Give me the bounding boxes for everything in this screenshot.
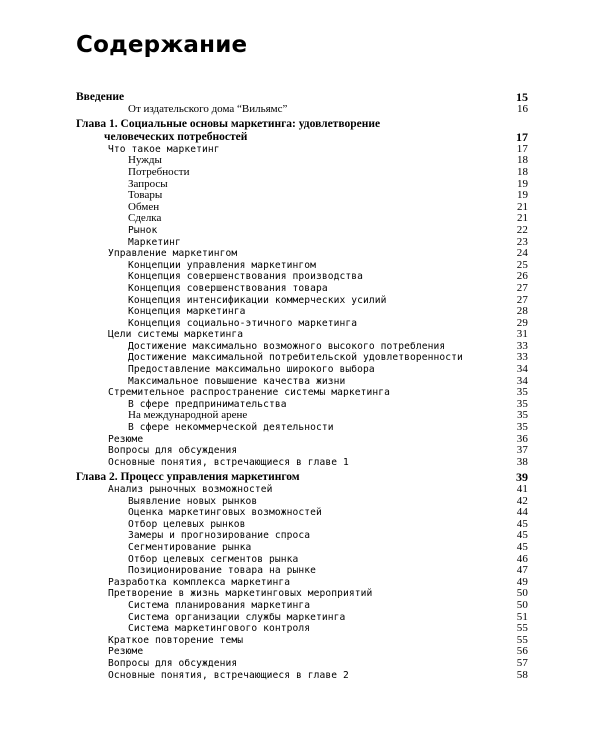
toc-entry-title: Концепция маркетинга — [128, 306, 246, 318]
toc-entry — [76, 542, 528, 554]
toc-entry-title: Маркетинг — [128, 236, 181, 248]
toc-entry — [76, 387, 528, 399]
toc-entry-title: Система маркетингового контроля — [128, 623, 311, 635]
page-title: Содержание — [76, 32, 248, 58]
toc-entry-page: 50 — [516, 587, 528, 600]
toc-entry-title: От издательского дома “Вильямс” — [128, 102, 288, 115]
toc-entry — [76, 167, 528, 179]
toc-entry-title: Достижение максимальной потребительской удовлетворенности — [128, 352, 463, 364]
toc-entry-title: Рынок — [128, 224, 158, 236]
toc-entry-page: 19 — [517, 177, 528, 190]
toc-entry-title: Основные понятия, встречающиеся в главе 1 — [108, 456, 349, 468]
toc-entry-title: Сегментирование рынка — [128, 541, 252, 553]
toc-entry — [76, 554, 528, 566]
toc-entry-title: Вопросы для обсуждения — [108, 657, 238, 669]
toc-entry — [76, 670, 528, 682]
toc-entry — [76, 225, 528, 237]
toc-entry — [76, 472, 528, 484]
toc-entry — [76, 530, 528, 542]
toc-entry-page: 45 — [516, 529, 528, 542]
toc-entry-title: Концепция совершенствования товара — [128, 282, 328, 294]
toc-entry — [76, 410, 528, 422]
toc-entry-title: Максимальное повышение качества жизни — [128, 375, 346, 387]
toc-entry-title: Потребности — [128, 165, 190, 178]
toc-entry — [76, 248, 528, 260]
table-of-contents — [76, 92, 528, 681]
toc-entry-title: Предоставление максимально широкого выбора — [128, 364, 375, 376]
toc-entry-page: 21 — [517, 212, 528, 225]
toc-entry-page: 37 — [516, 444, 528, 457]
toc-entry-page: 46 — [516, 552, 528, 565]
toc-entry-title: Анализ рыночных возможностей — [108, 484, 273, 495]
toc-entry — [76, 237, 528, 249]
toc-entry — [76, 352, 528, 364]
toc-entry-title: В сфере некоммерческой деятельности — [128, 422, 334, 434]
toc-entry-page: 17 — [516, 142, 528, 155]
toc-entry-page: 34 — [516, 363, 528, 376]
toc-entry-title: Резюме — [108, 433, 144, 445]
toc-entry-title: Концепция интенсификации коммерческих усилий — [128, 294, 387, 306]
toc-entry-title: Отбор целевых рынков — [128, 518, 246, 530]
toc-entry-title: Концепции управления маркетингом — [128, 259, 317, 271]
toc-entry-page: 19 — [517, 189, 528, 202]
toc-entry — [76, 588, 528, 600]
toc-entry-title: Стремительное распространение системы маркетинга — [108, 387, 391, 399]
toc-entry — [76, 612, 528, 624]
toc-entry — [76, 364, 528, 376]
toc-entry — [76, 341, 528, 353]
toc-entry-page: 29 — [516, 316, 528, 329]
toc-entry-title: Концепция совершенствования производства — [128, 271, 364, 283]
toc-entry-page: 18 — [517, 165, 528, 178]
toc-entry-page: 35 — [516, 397, 528, 410]
toc-entry-page: 58 — [516, 668, 528, 681]
toc-entry-page: 39 — [516, 470, 528, 485]
toc-entry-title: Достижение максимально возможного высокого потребления — [128, 340, 446, 352]
toc-entry — [76, 457, 528, 469]
toc-entry-page: 17 — [516, 129, 528, 144]
toc-entry — [76, 434, 528, 446]
toc-entry-page: 55 — [516, 633, 528, 646]
toc-entry — [76, 131, 528, 144]
toc-entry-title: Цели системы маркетинга — [108, 329, 244, 341]
toc-entry-title: Вопросы для обсуждения — [108, 445, 238, 457]
toc-entry — [76, 329, 528, 341]
toc-entry-title: На международной арене — [128, 409, 248, 422]
toc-entry-page: 57 — [516, 656, 528, 669]
toc-entry-title: человеческих потребностей — [104, 130, 248, 143]
toc-entry-title: Претворение в жизнь маркетинговых мероприятий — [108, 588, 373, 600]
toc-entry-page: 44 — [516, 506, 528, 519]
toc-entry-title: Основные понятия, встречающиеся в главе 2 — [108, 669, 349, 681]
toc-entry-page: 56 — [516, 645, 528, 658]
toc-entry-page: 27 — [516, 293, 528, 306]
toc-entry-page: 45 — [516, 540, 528, 553]
toc-entry-title: Товары — [128, 189, 163, 202]
toc-entry-page: 33 — [516, 351, 528, 364]
toc-entry-title: Концепция социально-этичного маркетинга — [128, 317, 358, 329]
toc-entry — [76, 422, 528, 434]
toc-entry-page: 35 — [516, 421, 528, 434]
toc-entry-title: Выявление новых рынков — [128, 495, 258, 507]
toc-entry — [76, 306, 528, 318]
toc-entry-title: Что такое маркетинг — [108, 143, 220, 155]
toc-entry-title: Управление маркетингом — [108, 248, 238, 260]
toc-entry — [76, 445, 528, 457]
toc-entry-title: Глава 1. Социальные основы маркетинга: удовлетворение — [76, 118, 381, 131]
toc-entry — [76, 496, 528, 508]
toc-entry — [76, 119, 528, 131]
toc-entry-page: 35 — [516, 386, 528, 399]
toc-entry-title: Запросы — [128, 177, 168, 190]
toc-entry-title: Разработка комплекса маркетинга — [108, 576, 291, 588]
toc-entry-title: Замеры и прогнозирование спроса — [128, 530, 311, 542]
toc-entry-page: 25 — [516, 258, 528, 271]
toc-entry — [76, 635, 528, 647]
toc-entry — [76, 260, 528, 272]
toc-entry — [76, 92, 528, 104]
toc-entry-title: Введение — [76, 91, 125, 103]
toc-entry — [76, 318, 528, 330]
toc-entry-page: 36 — [516, 432, 528, 445]
toc-entry — [76, 646, 528, 658]
toc-entry-page: 45 — [516, 517, 528, 530]
toc-entry — [76, 484, 528, 496]
toc-entry — [76, 565, 528, 577]
toc-entry-page: 31 — [516, 328, 528, 341]
toc-entry — [76, 295, 528, 307]
toc-entry-page: 28 — [516, 305, 528, 318]
toc-entry — [76, 190, 528, 202]
toc-entry-page: 55 — [516, 622, 528, 635]
toc-entry — [76, 600, 528, 612]
toc-entry-page: 24 — [516, 247, 528, 260]
toc-entry-page: 15 — [516, 90, 528, 104]
toc-entry — [76, 577, 528, 589]
toc-entry — [76, 376, 528, 388]
toc-entry-title: Резюме — [108, 646, 144, 658]
toc-entry-page: 47 — [516, 564, 528, 577]
toc-entry-page: 33 — [516, 339, 528, 352]
toc-entry-title: Система планирования маркетинга — [128, 599, 311, 611]
toc-entry-title: В сфере предпринимательства — [128, 398, 287, 410]
toc-entry-title: Краткое повторение темы — [108, 634, 244, 646]
toc-entry-page: 22 — [516, 223, 528, 236]
toc-entry-title: Нужды — [128, 154, 162, 167]
toc-entry — [76, 507, 528, 519]
toc-entry-title: Отбор целевых сегментов рынка — [128, 553, 299, 565]
toc-entry — [76, 623, 528, 635]
toc-entry — [76, 283, 528, 295]
toc-entry-title: Сделка — [128, 212, 162, 225]
toc-entry-page: 49 — [516, 575, 528, 588]
toc-entry — [76, 519, 528, 531]
toc-entry — [76, 213, 528, 225]
toc-entry-title: Обмен — [128, 200, 160, 213]
toc-entry-page: 50 — [516, 598, 528, 611]
toc-entry-page: 34 — [516, 374, 528, 387]
toc-entry-page: 38 — [516, 455, 528, 468]
toc-entry-title: Система организации службы маркетинга — [128, 611, 346, 623]
toc-entry-title: Оценка маркетинговых возможностей — [128, 507, 322, 519]
toc-entry-page: 51 — [516, 610, 528, 623]
toc-entry — [76, 658, 528, 670]
toc-entry-page: 16 — [517, 102, 528, 115]
toc-entry-page: 41 — [516, 483, 528, 495]
toc-entry-page: 23 — [516, 235, 528, 248]
toc-entry-page: 27 — [516, 281, 528, 294]
toc-entry-title: Глава 2. Процесс управления маркетингом — [76, 471, 300, 484]
toc-entry — [76, 271, 528, 283]
toc-entry-page: 18 — [517, 154, 528, 167]
toc-entry-title: Позиционирование товара на рынке — [128, 565, 317, 577]
toc-entry-page: 21 — [517, 200, 528, 213]
toc-entry-page: 42 — [516, 494, 528, 507]
toc-entry-page: 35 — [517, 409, 528, 422]
toc-entry-page: 26 — [516, 270, 528, 283]
toc-entry — [76, 104, 528, 116]
